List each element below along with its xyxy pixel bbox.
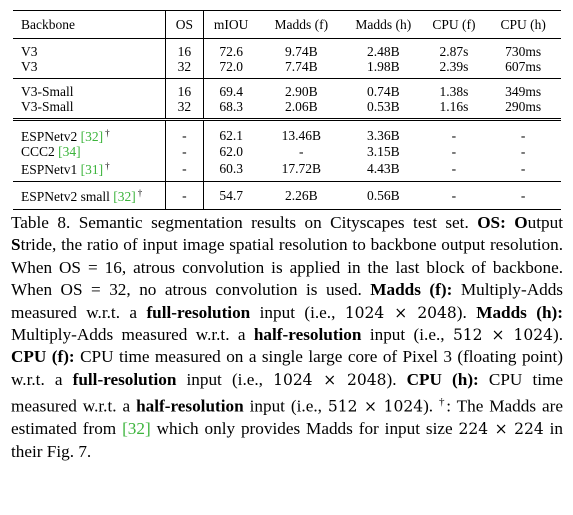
table-caption: Table 8. Semantic segmentation results on Cityscapes test set. OS: Output Stride, the ratio of input image spatial resolution to backbone output resolution. When OS = 16, atrous convolution is applied in the last block of backbone. When OS = 32, no atrous convolution is used. Madds (f): Multiply-Adds measured w.r.t. a full-resolution input (i.e., 1024 × 2048). Madds (h): Multiply-Adds measured w.r.t. a half-resolution input (i.e., 512 × 1024). CPU (f): CPU time measured on a single large core of Pixel 3 (floating point) w.r.t. a full-resolution input (i.e., 1024 × 2048). CPU (h): CPU time measured w.r.t. a half-resolution input (i.e., 512 × 1024). †: The Madds are estimated from [32] which only provides Madds for input size 224 × 224 in their Fig. 7. bbox=[11, 213, 564, 461]
dagger-mark: † bbox=[137, 188, 143, 198]
cell-os: - bbox=[166, 120, 204, 145]
citation-link[interactable]: [32] bbox=[122, 419, 151, 439]
table-row bbox=[13, 39, 561, 60]
cell-cpu-f: - bbox=[451, 160, 457, 176]
dagger-mark: † bbox=[105, 128, 110, 138]
cell-madds-h: 1.98B bbox=[366, 59, 400, 74]
cell-backbone: ESPNetv1 [31] † bbox=[21, 161, 110, 177]
cell-madds-f: 2.06B bbox=[284, 99, 318, 114]
cell-os: 32 bbox=[166, 99, 204, 120]
dagger-mark: † bbox=[105, 161, 110, 171]
cell-madds-h: 3.36B bbox=[344, 120, 422, 145]
cell-madds-h: 2.48B bbox=[366, 44, 400, 59]
cell-madds-f: 2.90B bbox=[259, 79, 345, 100]
cell-madds-f: 2.26B bbox=[259, 182, 345, 210]
cell-madds-h: 0.74B bbox=[344, 79, 422, 100]
cell-miou: 62.1 bbox=[203, 120, 258, 145]
table-header-row bbox=[13, 11, 561, 39]
cell-miou: 54.7 bbox=[203, 182, 258, 210]
citation-link[interactable]: [31] bbox=[80, 162, 104, 177]
header-cpu-h: CPU (h) bbox=[485, 11, 561, 39]
cell-madds-f: - bbox=[299, 144, 304, 159]
cell-os: 16 bbox=[166, 79, 204, 100]
cell-cpu-h: - bbox=[485, 182, 561, 210]
cell-backbone: V3 bbox=[21, 44, 38, 59]
cell-cpu-h: 730ms bbox=[505, 44, 542, 59]
cell-os: 16 bbox=[166, 39, 204, 60]
cell-miou: 62.0 bbox=[219, 144, 243, 159]
citation-link[interactable]: [32] bbox=[80, 129, 104, 144]
cell-miou: 69.4 bbox=[203, 79, 258, 100]
cell-cpu-h: 349ms bbox=[485, 79, 561, 100]
cell-cpu-f: - bbox=[423, 182, 486, 210]
header-cpu-f: CPU (f) bbox=[423, 11, 486, 39]
cell-os: - bbox=[166, 182, 204, 210]
results-table bbox=[13, 10, 561, 210]
cell-madds-f: 7.74B bbox=[284, 59, 318, 74]
cell-cpu-h: - bbox=[485, 120, 561, 145]
cell-os: 32 bbox=[166, 59, 204, 79]
cell-cpu-f: 1.38s bbox=[423, 79, 486, 100]
cell-madds-f: 9.74B bbox=[284, 44, 318, 59]
cell-miou: 68.3 bbox=[219, 99, 243, 114]
header-os: OS bbox=[166, 11, 204, 39]
cell-madds-h: 4.43B bbox=[366, 160, 400, 176]
table-row bbox=[13, 120, 561, 145]
cell-cpu-f: 2.39s bbox=[439, 59, 469, 74]
cell-miou: 72.6 bbox=[219, 44, 243, 59]
header-miou: mIOU bbox=[203, 11, 258, 39]
cell-miou: 72.0 bbox=[219, 59, 243, 74]
cell-cpu-h: 607ms bbox=[505, 59, 542, 74]
table-row bbox=[13, 59, 561, 79]
cell-cpu-f: - bbox=[451, 144, 457, 159]
citation-link[interactable]: [32] bbox=[113, 189, 136, 204]
cell-os: - bbox=[166, 159, 204, 182]
cell-cpu-f: - bbox=[423, 120, 486, 145]
citation-link[interactable]: [34] bbox=[58, 144, 81, 159]
cell-madds-h: 0.56B bbox=[344, 182, 422, 210]
cell-backbone: V3-Small bbox=[21, 99, 74, 114]
cell-cpu-h: - bbox=[520, 160, 526, 176]
cell-os: - bbox=[166, 144, 204, 159]
cell-backbone: CCC2 [34] bbox=[21, 144, 81, 159]
cell-madds-h: 0.53B bbox=[366, 99, 400, 114]
header-madds-h: Madds (h) bbox=[344, 11, 422, 39]
table-row bbox=[13, 144, 561, 159]
cell-miou: 60.3 bbox=[219, 160, 243, 176]
cell-backbone: ESPNetv2 [32] † bbox=[13, 120, 166, 145]
cell-cpu-h: 290ms bbox=[505, 99, 542, 114]
cell-madds-f: 17.72B bbox=[281, 160, 321, 176]
table-row bbox=[13, 159, 561, 182]
cell-cpu-f: 1.16s bbox=[439, 99, 469, 114]
cell-backbone: V3 bbox=[21, 59, 38, 74]
header-backbone: Backbone bbox=[13, 11, 166, 39]
cell-madds-f: 13.46B bbox=[259, 120, 345, 145]
cell-madds-h: 3.15B bbox=[366, 144, 400, 159]
table-row bbox=[13, 79, 561, 100]
dagger-mark: † bbox=[439, 396, 447, 409]
cell-backbone: ESPNetv2 small [32] † bbox=[13, 182, 166, 210]
cell-backbone: V3-Small bbox=[13, 79, 166, 100]
table-row bbox=[13, 99, 561, 120]
cell-cpu-f: 2.87s bbox=[439, 44, 469, 59]
table-row bbox=[13, 182, 561, 210]
header-madds-f: Madds (f) bbox=[259, 11, 345, 39]
cell-cpu-h: - bbox=[520, 144, 526, 159]
